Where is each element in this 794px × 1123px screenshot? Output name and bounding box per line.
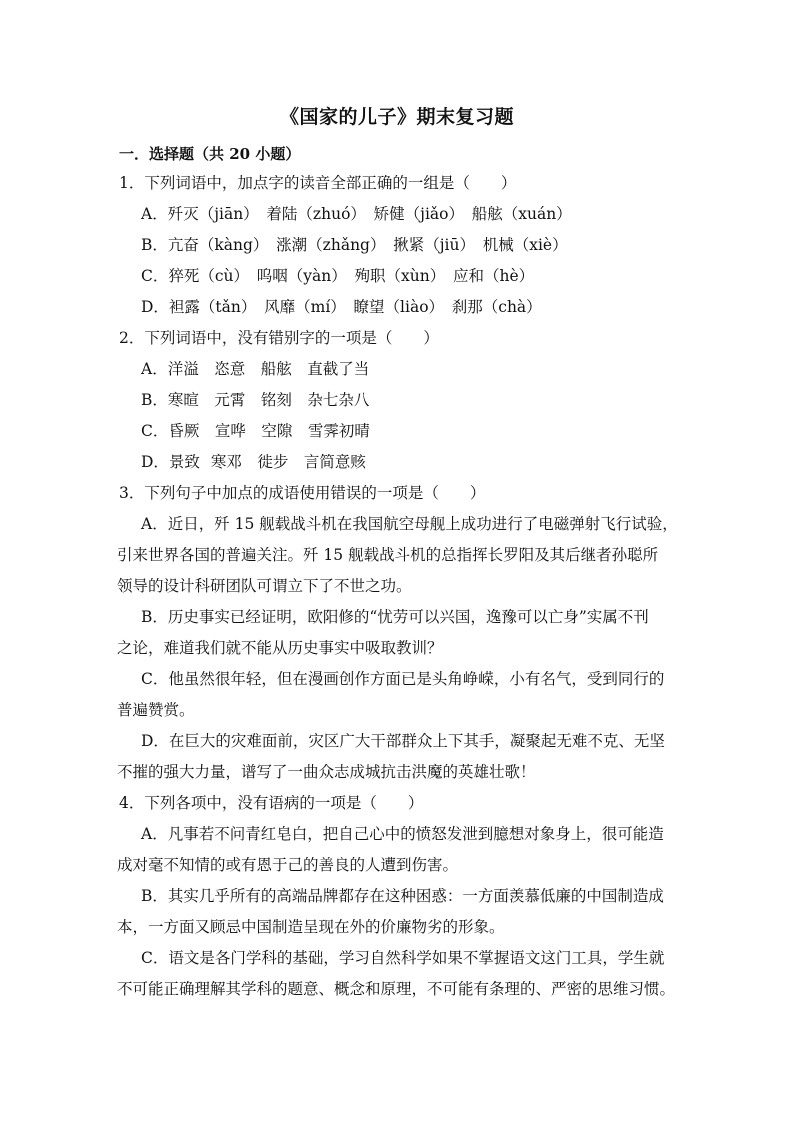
question-stem: 1．下列词语中，加点字的读音全部正确的一组是（ ） xyxy=(119,174,517,192)
answer-option-continued: 成对毫不知情的或有恩于己的善良的人遭到伤害。 xyxy=(117,856,459,874)
answer-option: B．其实几乎所有的高端品牌都存在这种困惑：一方面羡慕低廉的中国制造成 xyxy=(141,887,664,905)
answer-option-continued: 不摧的强大力量，谱写了一曲众志成城抗击洪魔的英雄壮歌！ xyxy=(117,763,536,781)
answer-option-continued: 之论，难道我们就不能从历史事实中吸取教训？ xyxy=(117,639,443,657)
answer-option: D．袒露（tǎn） 风靡（mí） 瞭望（liào） 刹那（chà） xyxy=(141,298,542,316)
document-title: 《国家的儿子》期末复习题 xyxy=(279,106,514,128)
answer-option: A．凡事若不问青红皂白，把自己心中的愤怒发泄到臆想对象身上，很可能造 xyxy=(141,825,664,843)
question-stem: 3．下列句子中加点的成语使用错误的一项是（ ） xyxy=(119,484,486,502)
answer-option: C．猝死（cù） 呜咽（yàn） 殉职（xùn） 应和（hè） xyxy=(141,267,535,285)
answer-option: A．近日，歼 15 舰载战斗机在我国航空母舰上成功进行了电磁弹射飞行试验， xyxy=(141,515,678,533)
answer-option-continued: 领导的设计科研团队可谓立下了不世之功。 xyxy=(117,577,412,595)
question-stem: 4．下列各项中，没有语病的一项是（ ） xyxy=(119,794,424,812)
answer-option: B．寒暄 元霄 铭刻 杂七杂八 xyxy=(141,391,370,409)
answer-option-continued: 不可能正确理解其学科的题意、概念和原理，不可能有条理的、严密的思维习惯。 xyxy=(117,980,676,998)
answer-option-continued: 普遍赞赏。 xyxy=(117,701,195,719)
answer-option: C．语文是各门学科的基础，学习自然科学如果不掌握语文这门工具，学生就 xyxy=(141,949,665,967)
answer-option: D．在巨大的灾难面前，灾区广大干部群众上下其手，凝聚起无难不克、无坚 xyxy=(141,732,665,750)
answer-option: B．历史事实已经证明，欧阳修的“忧劳可以兴国，逸豫可以亡身”实属不刊 xyxy=(141,608,649,626)
answer-option: B．亢奋（kàng） 涨潮（zhǎng） 揪紧（jiū） 机械（xiè） xyxy=(141,236,568,254)
section-heading: 一．选择题（共 20 小题） xyxy=(119,145,301,163)
answer-option: D．景致 寒邓 徙步 言简意赅 xyxy=(141,453,366,471)
answer-option: A．洋溢 恣意 船舷 直截了当 xyxy=(141,360,370,378)
question-list xyxy=(117,168,683,1005)
answer-option-continued: 引来世界各国的普遍关注。歼 15 舰载战斗机的总指挥长罗阳及其后继者孙聪所 xyxy=(117,546,659,564)
answer-option-continued: 本，一方面又顾忌中国制造呈现在外的价廉物劣的形象。 xyxy=(117,918,505,936)
answer-option: C．他虽然很年轻，但在漫画创作方面已是头角峥嵘，小有名气，受到同行的 xyxy=(141,670,665,688)
answer-option: A．歼灭（jiān） 着陆（zhuó） 矫健（jiǎo） 船舷（xuán） xyxy=(141,205,572,223)
answer-option: C．昏厥 宣哗 空隙 雪霁初晴 xyxy=(141,422,370,440)
question-stem: 2．下列词语中，没有错别字的一项是（ ） xyxy=(119,329,439,347)
